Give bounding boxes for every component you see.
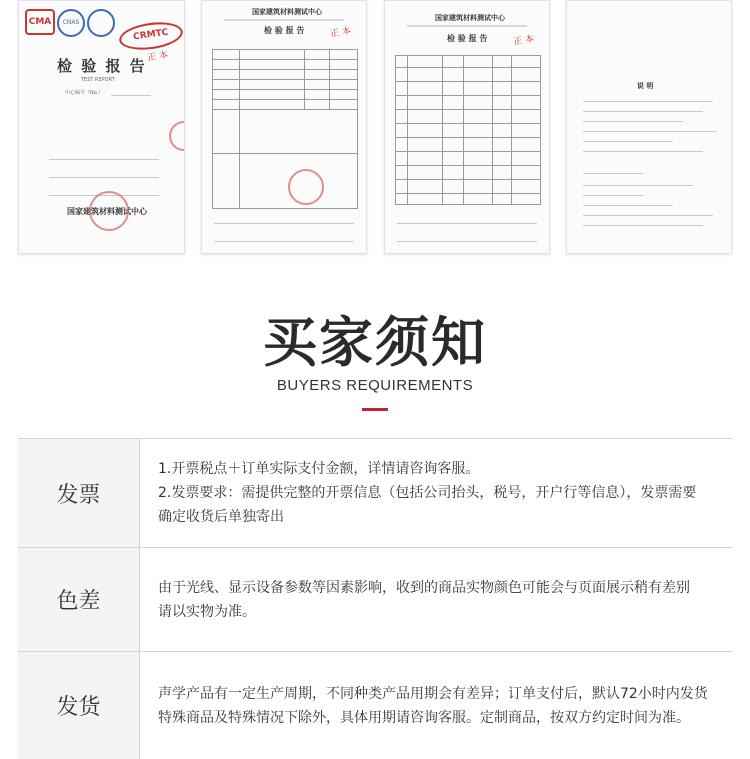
footer-line xyxy=(214,241,354,242)
official-seal xyxy=(89,191,129,231)
report-title: 检 验 报 告 xyxy=(57,57,147,75)
original-stamp-text: 正 本 xyxy=(512,34,535,48)
original-stamp-text: 正 本 xyxy=(146,50,169,64)
footer-line xyxy=(397,241,537,242)
test-report-page-2[interactable] xyxy=(384,0,550,254)
center-name: 国家建筑材料测试中心 xyxy=(67,206,147,216)
notes-line xyxy=(583,121,683,122)
table-column xyxy=(463,55,493,205)
notice-label: 发货 xyxy=(18,652,140,759)
cnas-logo: CNAS xyxy=(57,9,85,37)
notice-line: 请以实物为准。 xyxy=(158,603,256,620)
page-title: 买家须知 xyxy=(263,311,487,374)
notice-row-color-difference xyxy=(18,548,732,652)
edge-seal xyxy=(169,121,185,151)
report-number-underline xyxy=(111,95,151,96)
report-subtitle: TEST REPORT xyxy=(81,77,115,83)
buyer-notice-table xyxy=(18,438,732,758)
page-subtitle: BUYERS REQUIREMENTS xyxy=(276,377,474,394)
ilac-logo xyxy=(87,9,115,37)
notice-label: 色差 xyxy=(18,548,140,651)
field-line xyxy=(49,159,159,160)
table-column xyxy=(407,55,443,205)
notice-line: 2.发票要求：需提供完整的开票信息（包括公司抬头，税号，开户行等信息），发票需要 xyxy=(158,485,697,501)
notice-label: 发票 xyxy=(18,439,140,547)
test-report-notes[interactable] xyxy=(566,0,732,254)
notes-line xyxy=(583,205,673,206)
center-name: 国家建筑材料测试中心 xyxy=(252,7,322,16)
english-line xyxy=(407,25,527,27)
notice-content xyxy=(158,548,720,651)
notes-line xyxy=(583,173,643,174)
crmtc-seal: CRMTC xyxy=(118,19,185,54)
english-line xyxy=(224,19,344,21)
accent-divider xyxy=(362,408,388,411)
notice-row-invoice xyxy=(18,439,732,548)
notice-line: 确定收货后单独寄出 xyxy=(158,509,284,525)
notice-line: 1.开票税点＋订单实际支付金额，详情请咨询客服。 xyxy=(158,461,480,477)
notes-line xyxy=(583,225,703,226)
notes-title: 说 明 xyxy=(637,81,654,90)
signature-line xyxy=(397,223,537,224)
cma-logo: CMA xyxy=(25,9,55,35)
field-line xyxy=(49,177,159,178)
test-report-page-1[interactable] xyxy=(201,0,367,254)
notice-row-shipping xyxy=(18,652,732,759)
original-stamp-text: 正 本 xyxy=(329,26,352,40)
notes-line xyxy=(583,151,703,152)
signature-line xyxy=(214,223,354,224)
table-column xyxy=(511,55,512,205)
notes-line xyxy=(583,101,713,102)
report-number-label: 中心编号（No.） xyxy=(65,90,104,96)
notes-line xyxy=(583,195,643,196)
notes-line xyxy=(583,215,713,216)
test-report-cover[interactable] xyxy=(18,0,185,254)
table-column xyxy=(212,49,240,209)
notice-line: 由于光线、显示设备参数等因素影响，收到的商品实物颜色可能会与页面展示稍有差别 xyxy=(158,579,690,596)
notice-content xyxy=(158,439,720,547)
table-column xyxy=(304,49,330,109)
certificate-gallery xyxy=(0,0,750,262)
center-name: 国家建筑材料测试中心 xyxy=(435,13,505,22)
report-title: 检 验 报 告 xyxy=(264,25,305,35)
notes-line xyxy=(583,131,717,132)
official-seal xyxy=(288,169,324,205)
notes-line xyxy=(583,185,693,186)
notice-line: 特殊商品及特殊情况下除外，具体用期请咨询客服。定制商品，按双方约定时间为准。 xyxy=(158,709,690,726)
notes-line xyxy=(583,111,703,112)
report-title: 检 验 报 告 xyxy=(447,33,488,43)
notice-line: 声学产品有一定生产周期，不同种类产品用期会有差异；订单支付后，默认72小时内发货 xyxy=(158,685,708,702)
notes-line xyxy=(583,141,673,142)
notice-content xyxy=(158,652,720,759)
